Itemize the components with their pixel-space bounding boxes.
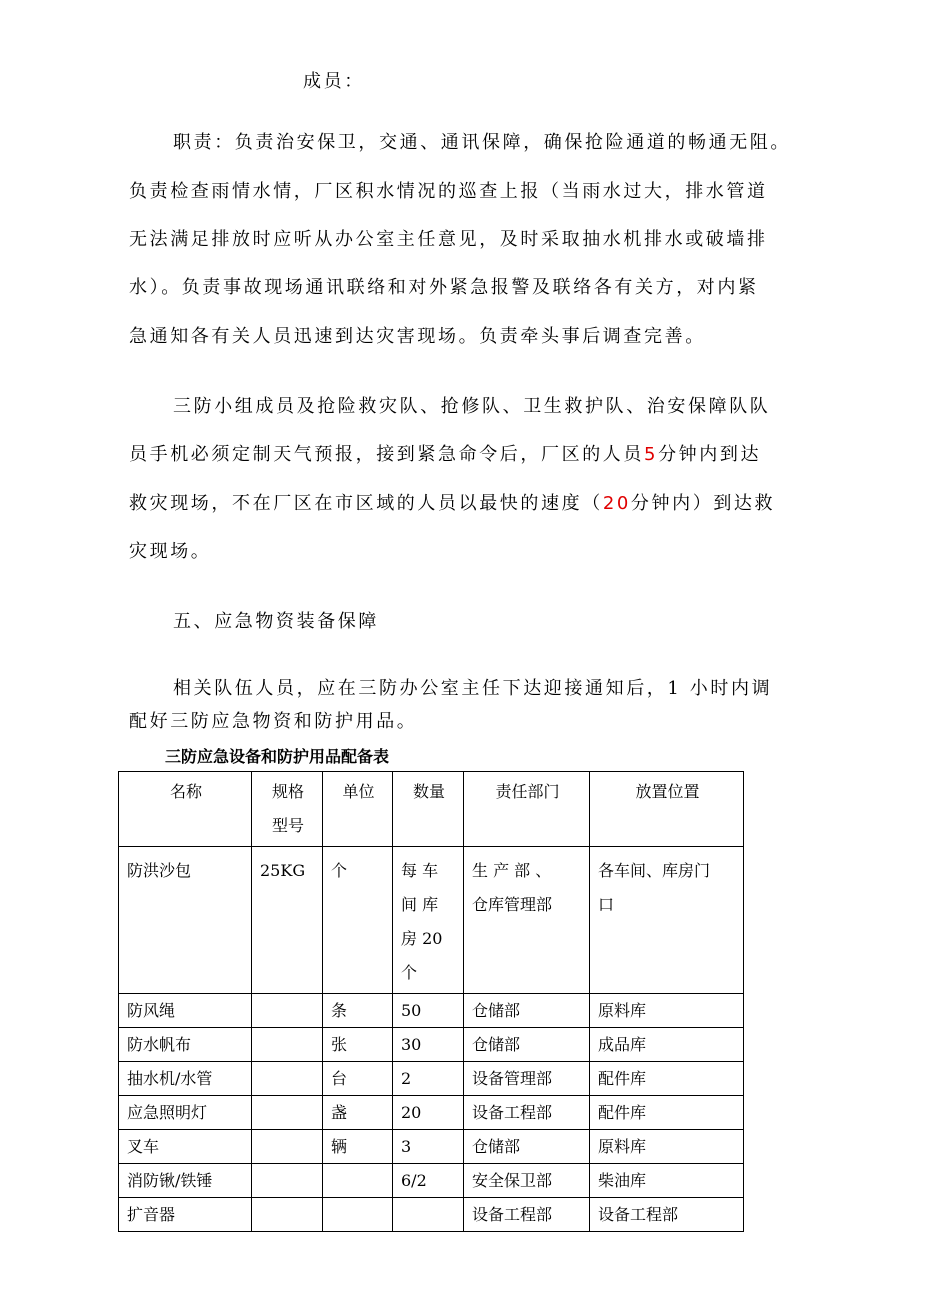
cell-unit: 张 — [323, 1028, 393, 1062]
duty-paragraph-line-4: 水）。负责事故现场通讯联络和对外紧急报警及联络各有关方，对内紧 — [129, 277, 759, 298]
table-row — [119, 994, 744, 1028]
cell-loc-line-1: 各车间、库房门 — [598, 861, 711, 880]
members-label: 成员： — [303, 71, 365, 92]
cell-qty: 30 — [393, 1028, 464, 1062]
cell-spec — [252, 1164, 323, 1198]
cell-dept — [464, 847, 590, 994]
cell-unit — [323, 1164, 393, 1198]
cell-loc: 配件库 — [590, 1096, 744, 1130]
cell-loc: 原料库 — [590, 1130, 744, 1164]
cell-dept: 仓储部 — [464, 1028, 590, 1062]
cell-qty: 20 — [393, 1096, 464, 1130]
cell-dept: 仓储部 — [464, 1130, 590, 1164]
header-qty: 数量 — [393, 772, 464, 847]
cell-qty: 3 — [393, 1130, 464, 1164]
cell-unit: 条 — [323, 994, 393, 1028]
table-row — [119, 1164, 744, 1198]
team-line-3-text-a: 救灾现场，不在厂区在市区域的人员以最快的速度（ — [129, 493, 603, 514]
duty-paragraph-line-3: 无法满足排放时应听从办公室主任意见，及时采取抽水机排水或破墙排 — [129, 229, 768, 250]
equipment-table — [118, 771, 744, 1232]
team-line-2-text-b: 分钟内到达 — [658, 444, 762, 465]
cell-unit: 盏 — [323, 1096, 393, 1130]
cell-spec — [252, 1096, 323, 1130]
header-spec-line-1: 规格 — [271, 782, 304, 801]
cell-name: 抽水机/水管 — [119, 1062, 252, 1096]
header-spec-line-2: 型号 — [271, 816, 304, 835]
cell-unit — [323, 1198, 393, 1232]
header-dept: 责任部门 — [464, 772, 590, 847]
header-loc: 放置位置 — [590, 772, 744, 847]
cell-qty-line-1: 每 车 — [401, 861, 439, 880]
cell-name: 防水帆布 — [119, 1028, 252, 1062]
cell-qty-line-3: 房 20 — [401, 929, 443, 948]
table-row — [119, 1096, 744, 1130]
team-paragraph-line-3 — [129, 492, 775, 516]
team-paragraph-line-2 — [129, 443, 761, 467]
cell-qty-line-2: 间 库 — [401, 895, 439, 914]
cell-dept: 安全保卫部 — [464, 1164, 590, 1198]
team-paragraph-line-1: 三防小组成员及抢险救灾队、抢修队、卫生救护队、治安保障队队 — [173, 396, 771, 417]
cell-spec — [252, 1130, 323, 1164]
table-row — [119, 1130, 744, 1164]
cell-name: 防风绳 — [119, 994, 252, 1028]
cell-qty-line-4: 个 — [401, 963, 418, 982]
cell-loc-line-2: 口 — [598, 895, 615, 914]
cell-qty — [393, 847, 464, 994]
duty-paragraph-line-1: 职责：负责治安保卫，交通、通讯保障，确保抢险通道的畅通无阻。 — [173, 132, 791, 153]
cell-name: 应急照明灯 — [119, 1096, 252, 1130]
cell-unit: 个 — [323, 847, 393, 994]
supply-paragraph-line-2: 配好三防应急物资和防护用品。 — [129, 711, 418, 732]
cell-unit: 台 — [323, 1062, 393, 1096]
cell-loc: 配件库 — [590, 1062, 744, 1096]
cell-spec — [252, 994, 323, 1028]
header-unit: 单位 — [323, 772, 393, 847]
cell-qty: 50 — [393, 994, 464, 1028]
cell-loc: 柴油库 — [590, 1164, 744, 1198]
cell-qty: 6/2 — [393, 1164, 464, 1198]
cell-name: 消防锹/铁锤 — [119, 1164, 252, 1198]
table-title: 三防应急设备和防护用品配备表 — [165, 747, 390, 766]
cell-spec — [252, 1062, 323, 1096]
minutes-20-number: 20 — [602, 493, 631, 514]
cell-loc — [590, 847, 744, 994]
cell-name: 防洪沙包 — [119, 847, 252, 994]
cell-spec: 25KG — [252, 847, 323, 994]
cell-spec — [252, 1028, 323, 1062]
table-row — [119, 847, 744, 994]
table-header-row — [119, 772, 744, 847]
header-spec — [252, 772, 323, 847]
cell-loc: 成品库 — [590, 1028, 744, 1062]
cell-loc: 原料库 — [590, 994, 744, 1028]
section-heading: 五、应急物资装备保障 — [173, 611, 379, 632]
cell-dept: 设备工程部 — [464, 1096, 590, 1130]
table-row — [119, 1062, 744, 1096]
team-line-3-text-b: 分钟内）到达救 — [630, 493, 776, 514]
duty-paragraph-line-5: 急通知各有关人员迅速到达灾害现场。负责牵头事后调查完善。 — [129, 326, 706, 347]
cell-dept-line-1: 生 产 部 、 — [472, 861, 552, 880]
duty-paragraph-line-2: 负责检查雨情水情，厂区积水情况的巡查上报（当雨水过大，排水管道 — [129, 181, 768, 202]
team-line-2-text-a: 员手机必须定制天气预报，接到紧急命令后，厂区的人员 — [129, 444, 644, 465]
supply-paragraph-line-1: 相关队伍人员，应在三防办公室主任下达迎接通知后，1 小时内调 — [173, 678, 773, 699]
cell-qty — [393, 1198, 464, 1232]
cell-dept: 设备工程部 — [464, 1198, 590, 1232]
cell-dept: 仓储部 — [464, 994, 590, 1028]
cell-unit: 辆 — [323, 1130, 393, 1164]
cell-name: 扩音器 — [119, 1198, 252, 1232]
table-row — [119, 1198, 744, 1232]
table-row — [119, 1028, 744, 1062]
cell-dept-line-2: 仓库管理部 — [472, 895, 553, 914]
team-paragraph-line-4: 灾现场。 — [129, 541, 212, 562]
minutes-5-number: 5 — [644, 444, 659, 465]
cell-loc: 设备工程部 — [590, 1198, 744, 1232]
header-name: 名称 — [119, 772, 252, 847]
cell-spec — [252, 1198, 323, 1232]
cell-qty: 2 — [393, 1062, 464, 1096]
cell-name: 叉车 — [119, 1130, 252, 1164]
cell-dept: 设备管理部 — [464, 1062, 590, 1096]
